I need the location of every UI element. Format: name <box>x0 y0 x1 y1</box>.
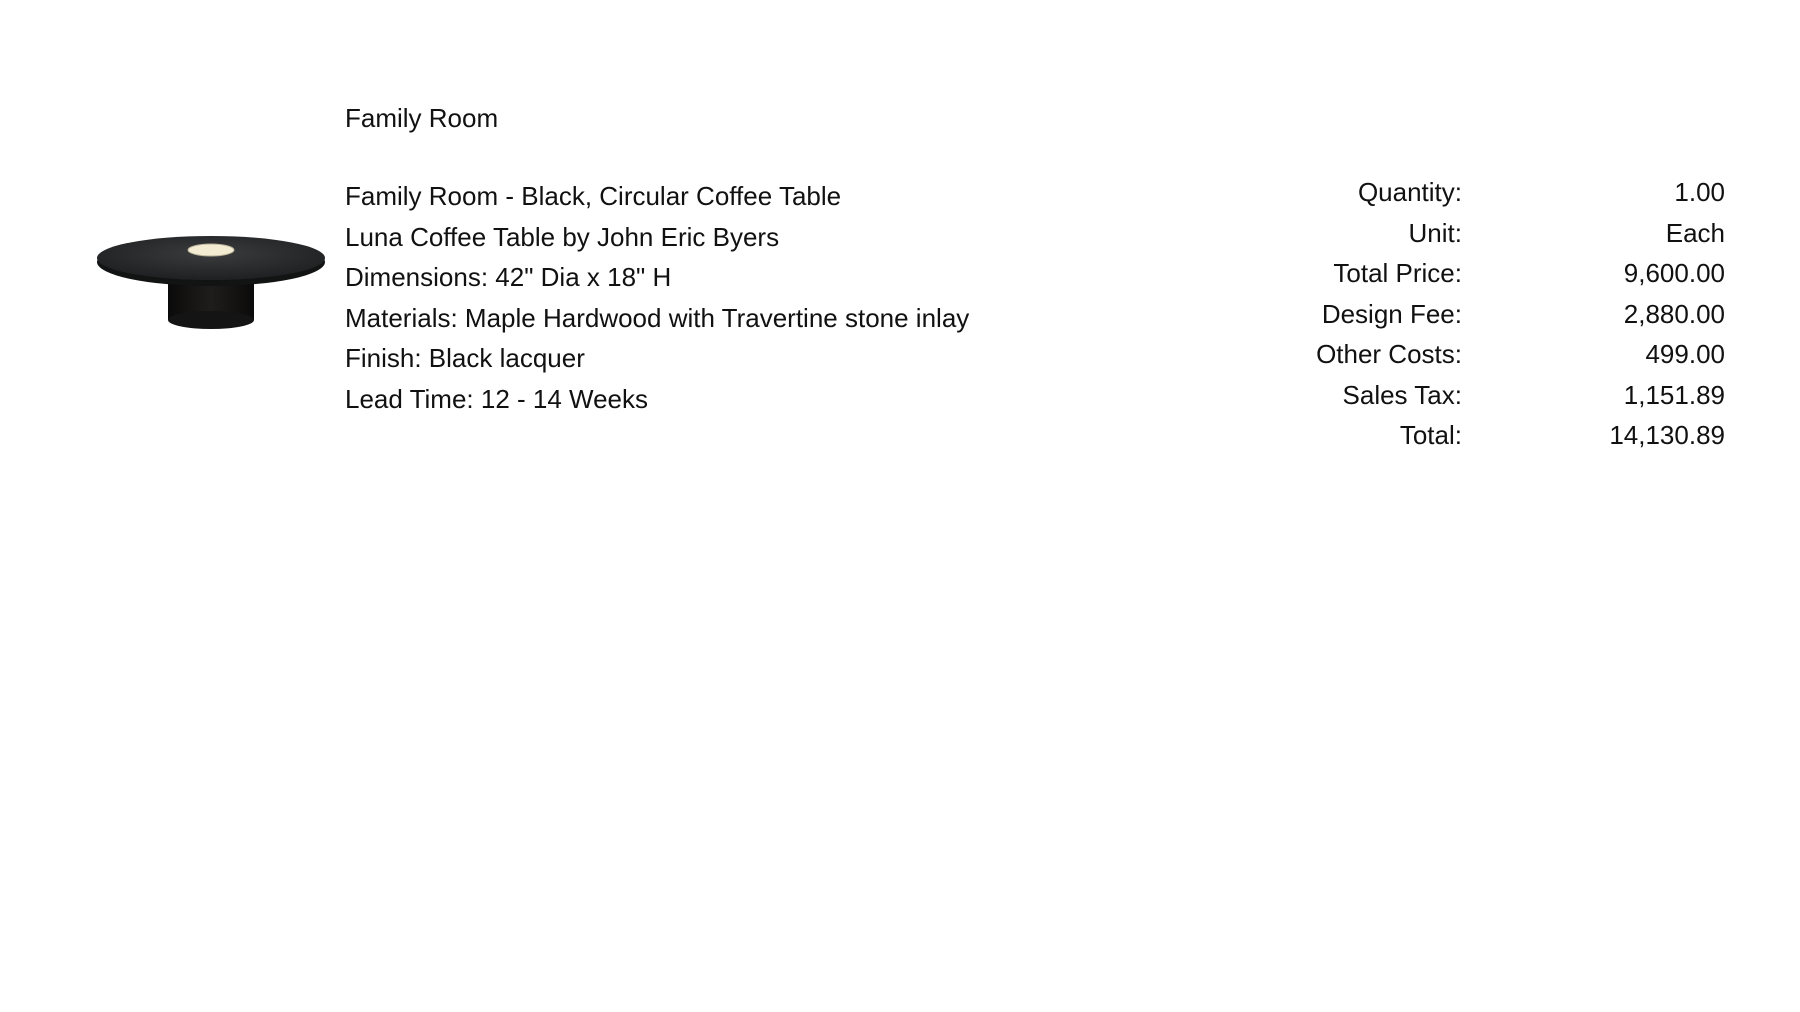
design-fee-value: 2,880.00 <box>1623 298 1725 329</box>
item-name: Luna Coffee Table by John Eric Byers <box>345 221 780 252</box>
quantity-label: Quantity: <box>1357 177 1462 207</box>
pricing-table <box>1250 172 1725 456</box>
unit-label: Unit: <box>1408 217 1462 248</box>
pricing-row-total <box>1250 415 1725 456</box>
other-costs-label: Other Costs: <box>1316 339 1462 369</box>
pricing-row-sales-tax <box>1250 375 1725 416</box>
total-label: Total: <box>1399 420 1462 450</box>
design-fee-label: Design Fee: <box>1321 298 1462 329</box>
room-title: Family Room <box>345 103 499 133</box>
table-base-bottom <box>168 311 254 329</box>
sales-tax-value: 1,151.89 <box>1623 379 1725 410</box>
travertine-inlay <box>188 244 234 256</box>
quantity-value: 1.00 <box>1674 177 1725 207</box>
coffee-table-image <box>96 228 326 338</box>
pricing-row-design-fee <box>1250 294 1725 335</box>
pricing-row-other-costs <box>1250 334 1725 375</box>
table-top <box>97 236 325 280</box>
item-materials: Materials: Maple Hardwood with Travertine stone inlay <box>345 302 970 333</box>
sales-tax-label: Sales Tax: <box>1342 379 1462 410</box>
item-heading: Family Room - Black, Circular Coffee Table <box>345 181 842 211</box>
total-value: 14,130.89 <box>1609 420 1725 450</box>
item-dimensions: Dimensions: 42" Dia x 18" H <box>345 262 672 292</box>
total-price-value: 9,600.00 <box>1623 258 1725 288</box>
item-lead-time: Lead Time: 12 - 14 Weeks <box>345 383 649 414</box>
total-price-label: Total Price: <box>1333 258 1462 288</box>
pricing-row-total-price <box>1250 253 1725 294</box>
item-details <box>345 176 969 419</box>
pricing-row-quantity <box>1250 172 1725 213</box>
pricing-row-unit <box>1250 213 1725 254</box>
other-costs-value: 499.00 <box>1645 339 1725 369</box>
unit-value: Each <box>1665 217 1725 248</box>
item-finish: Finish: Black lacquer <box>345 343 585 373</box>
